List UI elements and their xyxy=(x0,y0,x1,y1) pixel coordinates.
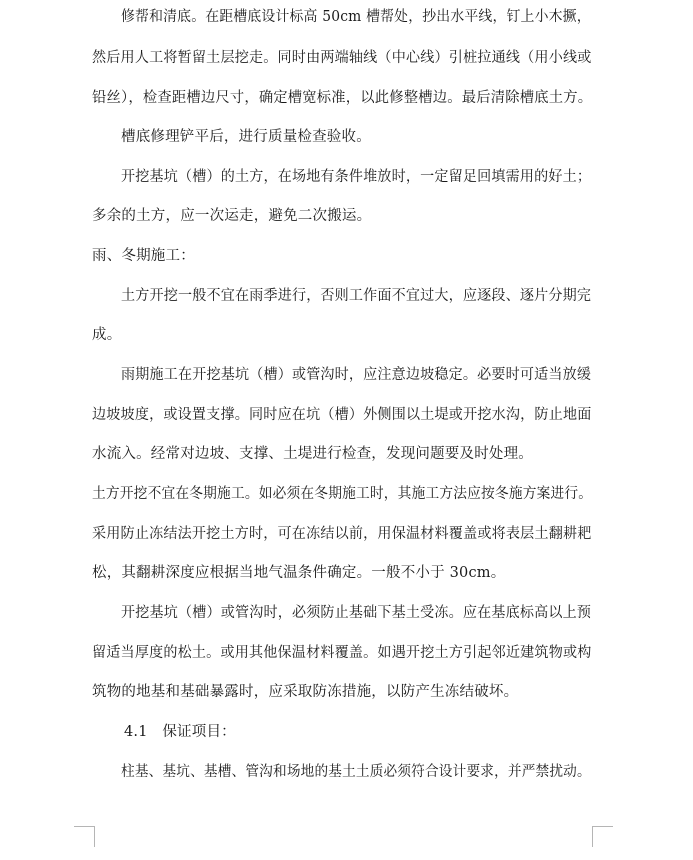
text-line-16: 开挖基坑（槽）或管沟时，必须防止基础下基土受冻。应在基底标高以上预 xyxy=(121,605,592,621)
text-line-9: 成。 xyxy=(92,327,122,343)
text-line-5: 开挖基坑（槽）的土方，在场地有条件堆放时，一定留足回填需用的好土； xyxy=(121,169,592,185)
text-line-2: 然后用人工将暂留土层挖走。同时由两端轴线（中心线）引桩拉通线（用小线或 xyxy=(92,50,592,66)
text-line-17: 留适当厚度的松土。或用其他保温材料覆盖。如遇开挖土方引起邻近建筑物或构 xyxy=(92,645,592,661)
page-margin-corner-right xyxy=(592,826,613,847)
text-line-18: 筑物的地基和基础暴露时，应采取防冻措施，以防产生冻结破坏。 xyxy=(92,684,519,700)
section-heading-rain-winter: 雨、冬期施工： xyxy=(92,248,195,264)
text-line-15: 松，其翻耕深度应根据当地气温条件确定。一般不小于 30cm。 xyxy=(92,565,506,581)
text-line-14: 采用防止冻结法开挖土方时，可在冻结以前，用保温材料覆盖或将表层土翻耕耙 xyxy=(92,526,592,542)
text-line-10: 雨期施工在开挖基坑（槽）或管沟时，应注意边坡稳定。必要时可适当放缓 xyxy=(121,367,592,383)
text-line-11: 边坡坡度，或设置支撑。同时应在坑（槽）外侧围以土堤或开挖水沟，防止地面 xyxy=(92,407,592,423)
text-line-20: 柱基、基坑、基槽、管沟和场地的基土土质必须符合设计要求，并严禁扰动。 xyxy=(121,764,591,780)
page-margin-corner-left xyxy=(74,826,95,847)
text-line-1: 修帮和清底。在距槽底设计标高 50cm 槽帮处，抄出水平线，钉上小木撅， xyxy=(121,9,591,25)
text-line-12: 水流入。经常对边坡、支撑、土堤进行检查，发现问题要及时处理。 xyxy=(92,446,533,462)
text-line-6: 多余的土方，应一次运走，避免二次搬运。 xyxy=(92,208,372,224)
text-line-13: 土方开挖不宜在冬期施工。如必须在冬期施工时，其施工方法应按冬施方案进行。 xyxy=(92,486,593,502)
text-line-8: 土方开挖一般不宜在雨季进行，否则工作面不宜过大，应逐段、逐片分期完 xyxy=(121,288,592,304)
text-line-4: 槽底修理铲平后，进行质量检查验收。 xyxy=(121,129,371,145)
section-heading-guarantee-items: 4.1 保证项目： xyxy=(124,724,236,740)
text-line-3: 铅丝），检查距槽边尺寸，确定槽宽标准，以此修整槽边。最后清除槽底土方。 xyxy=(92,90,593,106)
